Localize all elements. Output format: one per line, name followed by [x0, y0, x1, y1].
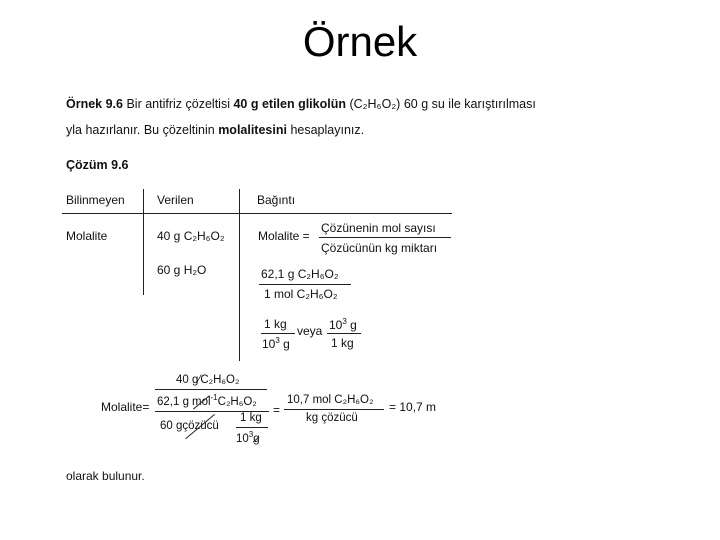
header-relation: Bağıntı	[257, 193, 296, 207]
conversion2-left-numerator: 1 kg	[264, 317, 287, 331]
calc-bottom-fraction-numerator: 1 kg	[240, 412, 262, 424]
solution-label: Çözüm 9.6	[66, 158, 129, 172]
calc-mid-denominator: kg çözücü	[306, 412, 358, 424]
problem-text-2a: yla hazırlanır. Bu çözeltinin	[66, 123, 215, 137]
conversion2-right-bar	[327, 333, 361, 334]
problem-text-2b: molalitesini	[218, 123, 287, 137]
calc-bottom-fraction-denominator: $10^3g$	[236, 430, 260, 445]
conversion2-or: veya	[297, 324, 323, 338]
problem-text-1e: 60 g su ile karıştırılması	[403, 97, 536, 111]
given-value-2: 60 g H₂O	[157, 263, 207, 277]
conversion1-fraction-bar	[259, 284, 351, 285]
conversion1-denominator: 1 mol C₂H₆O₂	[264, 287, 338, 301]
table-header-divider	[62, 213, 452, 214]
problem-line-1	[66, 97, 536, 111]
problem-text-1b: 40 g	[233, 97, 259, 111]
relation-lhs: Molalite =	[258, 229, 310, 243]
problem-text-1d: (C₂H₆O₂)	[349, 97, 401, 111]
given-value-1: 40 g C₂H₆O₂	[157, 229, 225, 243]
slide-title: Örnek	[302, 18, 418, 65]
calc-bottom-fraction-bar	[236, 427, 268, 428]
calc-equals-1: =	[273, 403, 281, 417]
calc-top-numerator: 40 g⁄C₂H₆O₂	[176, 374, 240, 386]
calc-bottom-left: 60 gçözücü	[160, 420, 219, 432]
problem-line-2	[66, 123, 364, 137]
footer-text: olarak bulunur.	[66, 469, 145, 483]
calc-result: = 10,7 m	[389, 400, 437, 414]
relation-fraction-bar	[319, 237, 451, 238]
header-unknown: Bilinmeyen	[66, 193, 125, 207]
calc-mid-bar	[284, 409, 384, 410]
conversion2-right-numerator: $10^3$ g	[329, 317, 357, 332]
conversion1-numerator: 62,1 g C₂H₆O₂	[261, 267, 339, 281]
conversion2-right-denominator: 1 kg	[331, 336, 354, 350]
problem-label: Örnek 9.6	[66, 97, 123, 111]
conversion2-left-denominator: $10^3$ g	[262, 336, 290, 351]
table-column-divider-1	[143, 189, 144, 295]
problem-text-1a: Bir antifriz çözeltisi	[126, 97, 230, 111]
table-column-divider-2	[239, 189, 240, 361]
calc-mid-numerator: 10,7 mol C₂H₆O₂	[287, 394, 374, 406]
calc-top-denominator: 62,1 g mol$^{-1}$C₂H₆O₂	[157, 393, 257, 408]
header-given: Verilen	[157, 193, 194, 207]
calc-lhs: Molalite=	[101, 400, 150, 414]
problem-text-2c: hesaplayınız.	[290, 123, 365, 137]
unknown-value: Molalite	[66, 229, 108, 243]
conversion2-left-bar	[261, 333, 295, 334]
calc-top-bar	[155, 389, 267, 390]
relation-denominator: Çözücünün kg miktarı	[321, 241, 438, 255]
relation-numerator: Çözünenin mol sayısı	[321, 221, 436, 235]
problem-text-1c: etilen glikolün	[261, 97, 346, 111]
